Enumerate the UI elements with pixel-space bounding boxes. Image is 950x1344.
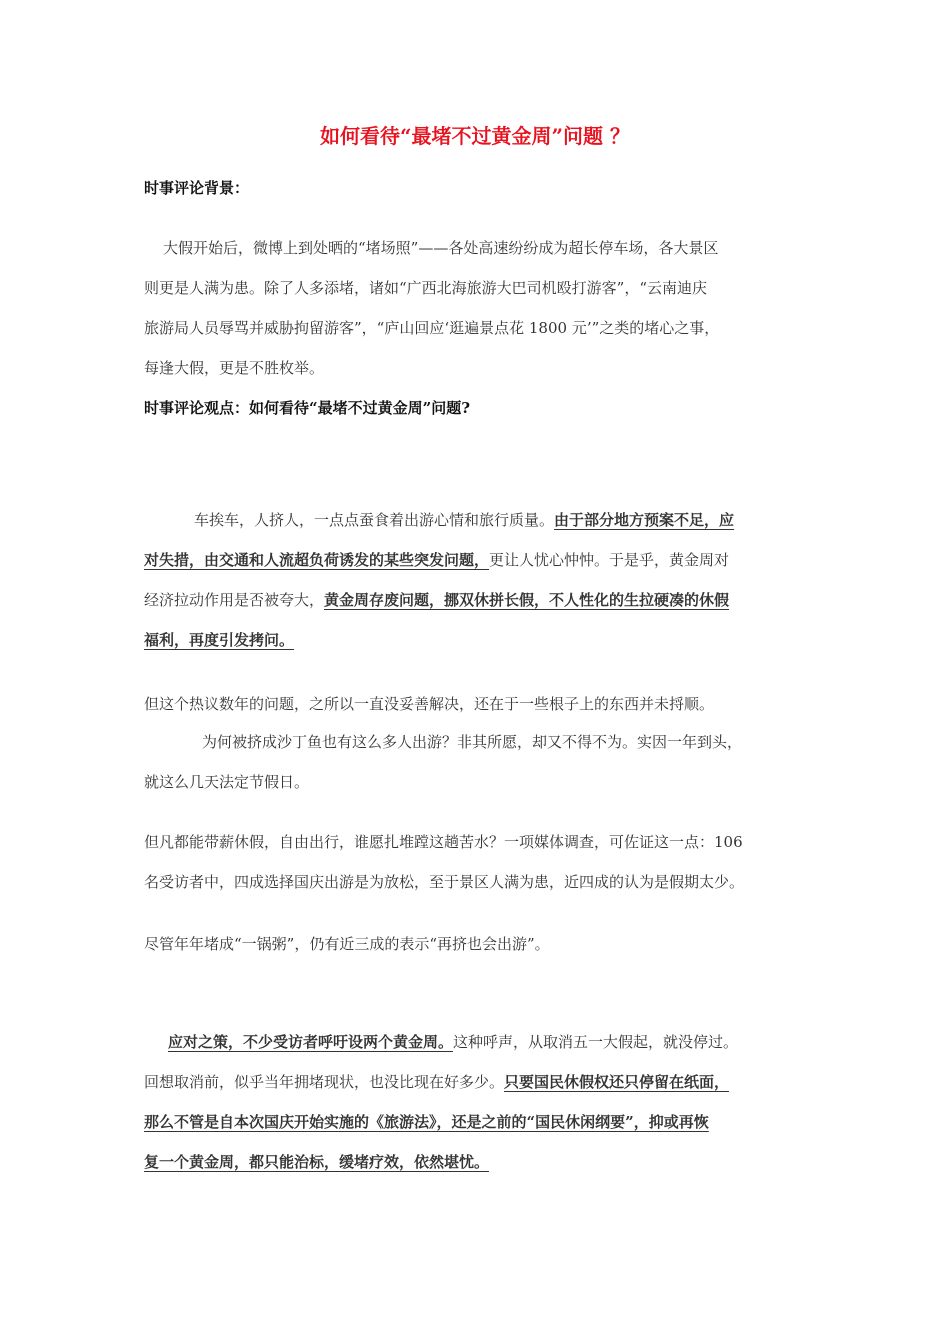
paragraph-line xyxy=(144,1102,812,1142)
plain-text: 回想取消前，似乎当年拥堵现状，也没比现在好多少。 xyxy=(144,1073,505,1091)
paragraph-line: 但凡都能带薪休假，自由出行，谁愿扎堆蹚这趟苦水？一项媒体调查，可佐证这一点：106 xyxy=(144,833,743,851)
paragraph-line: 尽管年年堵成“一锅粥”，仍有近三成的表示“再挤也会出游”。 xyxy=(144,935,550,953)
plain-text: 这种呼声，从取消五一大假起，就没停过。 xyxy=(453,1033,739,1051)
paragraph-line xyxy=(144,1142,812,1182)
underlined-text: 只要国民休假权还只停留在纸面， xyxy=(504,1073,730,1091)
plain-text: 车挨车，人挤人，一点点蚕食着出游心情和旅行质量。 xyxy=(194,511,555,529)
paragraph-line xyxy=(144,500,812,540)
underlined-text: 由于部分地方预案不足，应 xyxy=(554,511,735,529)
paragraph-line: 为何被挤成沙丁鱼也有这么多人出游？非其所愿，却又不得不为。实因一年到头， xyxy=(202,733,743,751)
paragraph-5 xyxy=(144,924,812,964)
paragraph-line xyxy=(144,1022,812,1062)
background-paragraph xyxy=(144,228,812,388)
plain-text: 更让人忧心忡忡。于是乎，黄金周对 xyxy=(489,551,730,569)
background-heading: 时事评论背景： xyxy=(144,179,250,197)
underlined-text: 那么不管是自本次国庆开始实施的《旅游法》，还是之前的“国民休闲纲要”，抑或再恢 xyxy=(144,1113,709,1131)
underlined-text: 福利，再度引发拷问。 xyxy=(144,631,295,649)
background-line: 每逢大假，更是不胜枚举。 xyxy=(144,359,325,377)
plain-text: 经济拉动作用是否被夸大， xyxy=(144,591,325,609)
paragraph-line: 名受访者中，四成选择国庆出游是为放松，至于景区人满为患，近四成的认为是假期太少。 xyxy=(144,873,745,891)
underlined-text: 对失措，由交通和人流超负荷诱发的某些突发问题， xyxy=(144,551,490,569)
page-title: 如何看待“最堵不过黄金周”问题 ？ xyxy=(320,124,630,148)
background-line: 旅游局人员辱骂并威胁拘留游客”，“庐山回应‘逛遍景点花 1800 元’”之类的堵心之事， xyxy=(144,319,720,337)
underlined-text: 应对之策，不少受访者呼吁设两个黄金周。 xyxy=(168,1033,454,1051)
underlined-text: 复一个黄金周，都只能治标，缓堵疗效，依然堪忧。 xyxy=(144,1153,490,1171)
viewpoint-heading: 时事评论观点：如何看待“最堵不过黄金周”问题? xyxy=(144,399,471,417)
background-line: 则更是人满为患。除了人多添堵，诸如“广西北海旅游大巴司机殴打游客”，“云南迪庆 xyxy=(144,279,708,297)
paragraph-6 xyxy=(144,1022,812,1182)
paragraph-line: 就这么几天法定节假日。 xyxy=(144,773,310,791)
paragraph-line xyxy=(144,540,812,580)
paragraph-2 xyxy=(144,684,812,724)
paragraph-line xyxy=(144,620,812,660)
paragraph-1 xyxy=(144,500,812,660)
underlined-text: 黄金周存废问题，挪双休拼长假，不人性化的生拉硬凑的休假 xyxy=(324,591,730,609)
paragraph-line xyxy=(144,580,812,620)
background-line: 大假开始后，微博上到处晒的“堵场照”——各处高速纷纷成为超长停车场，各大景区 xyxy=(163,239,719,257)
paragraph-3 xyxy=(144,722,812,802)
paragraph-line: 但这个热议数年的问题，之所以一直没妥善解决，还在于一些根子上的东西并未捋顺。 xyxy=(144,695,715,713)
paragraph-4 xyxy=(144,822,812,902)
paragraph-line xyxy=(144,1062,812,1102)
